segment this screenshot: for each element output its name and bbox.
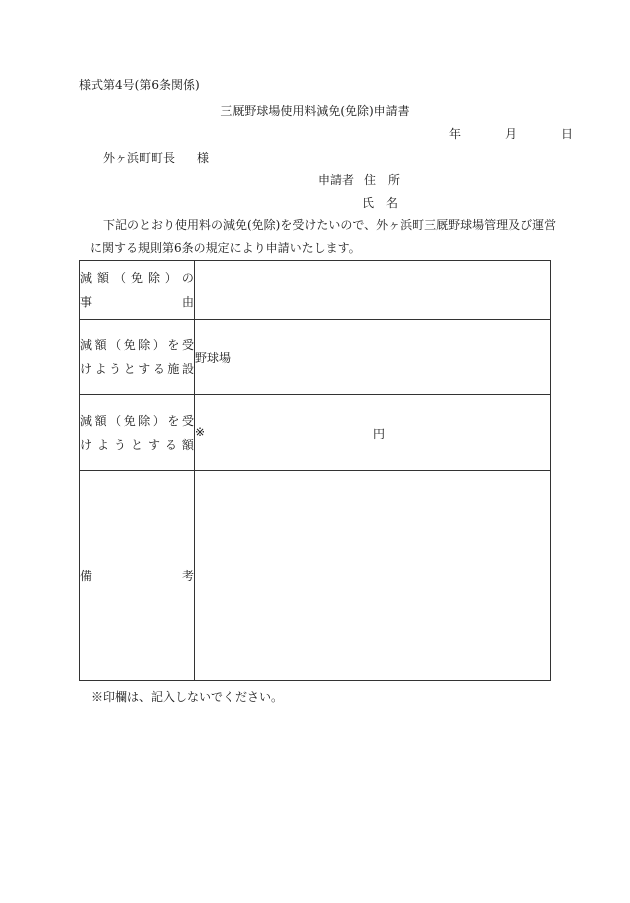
label-char: の [181,271,194,285]
name-label: 氏 名 [362,196,399,210]
label-char: を [167,413,180,428]
table-row-facility [80,320,551,395]
remarks-label-cell [80,471,195,681]
label-char: け [80,437,93,452]
recipient-honorific: 様 [197,151,210,165]
label-char: と [130,437,143,452]
form-number: 様式第4号(第6条関係) [79,78,200,92]
label-char: う [113,437,126,452]
label-char: 事 [80,295,93,309]
table-row-remarks [80,471,551,681]
label-char: 減 [80,271,93,285]
facility-value-cell[interactable]: 野球場 [195,320,551,395]
label-char: 免 [123,413,136,428]
footnote: ※印欄は、記入しないでください。 [91,690,284,704]
date-month-label: 月 [505,127,518,141]
application-table [79,260,551,681]
remarks-label-line [80,564,194,588]
label-char: 減 [80,413,93,428]
label-char: ） [152,338,165,352]
label-char: 施 [167,362,180,376]
reason-label-cell [80,261,195,320]
label-char: 受 [181,413,194,428]
label-char: る [152,362,165,376]
label-char: （ [113,271,126,285]
amount-value-cell[interactable] [195,395,551,471]
label-char: 額 [94,338,107,352]
facility-label-cell [80,320,195,395]
label-char: す [138,362,151,376]
label-char: 備 [80,568,93,583]
body-text-line-2: に関する規則第6条の規定により申請いたします。 [90,241,361,255]
recipient-name: 外ヶ浜町町長 [103,151,176,165]
date-day-label: 日 [561,127,574,141]
address-label: 住 所 [364,173,401,187]
reason-label-line-2 [80,290,194,314]
label-char: 除 [138,413,151,428]
date-year-label: 年 [449,127,462,141]
label-char: う [109,362,122,376]
amount-unit: 円 [373,426,386,441]
label-char: と [123,362,136,376]
amount-label-cell [80,395,195,471]
applicant-address-row [318,172,400,188]
reason-value-cell[interactable] [195,261,551,320]
label-char: （ [109,338,122,352]
body-text-line-1: 下記のとおり使用料の減免(免除)を受けたいので、外ヶ浜町三厩野球場管理及び運営 [103,218,557,232]
table-row-reason [80,261,551,320]
label-char: 由 [181,295,194,309]
table-row-amount [80,395,551,471]
recipient-line [103,150,209,166]
document-title: 三厩野球場使用料減免(免除)申請書 [220,104,410,118]
label-char: を [167,338,180,352]
reason-label-line-1 [80,266,194,290]
label-char: ） [164,271,177,285]
applicant-name-row [362,195,398,211]
label-char: （ [109,413,122,428]
label-char: 除 [138,338,151,352]
remarks-value-cell[interactable] [195,471,551,681]
applicant-label: 申請者 [318,173,355,187]
date-line [449,126,573,142]
label-char: ） [152,413,165,428]
label-char: 額 [94,413,107,428]
label-char: 額 [96,271,109,285]
label-char: る [164,437,177,452]
label-char: 免 [123,338,136,352]
amount-mark: ※ [195,424,206,439]
label-char: 受 [181,338,194,352]
label-char: す [147,437,160,452]
amount-label-line-2 [80,433,194,457]
label-char: 額 [181,437,194,452]
label-char: 設 [181,362,194,376]
label-char: 免 [130,271,143,285]
label-char: け [80,362,93,376]
facility-label-line-1 [80,333,194,357]
amount-label-line-1 [80,409,194,433]
label-char: 考 [181,568,194,583]
label-char: よ [94,362,107,376]
label-char: 除 [147,271,160,285]
facility-label-line-2 [80,357,194,381]
label-char: 減 [80,338,93,352]
label-char: よ [96,437,109,452]
